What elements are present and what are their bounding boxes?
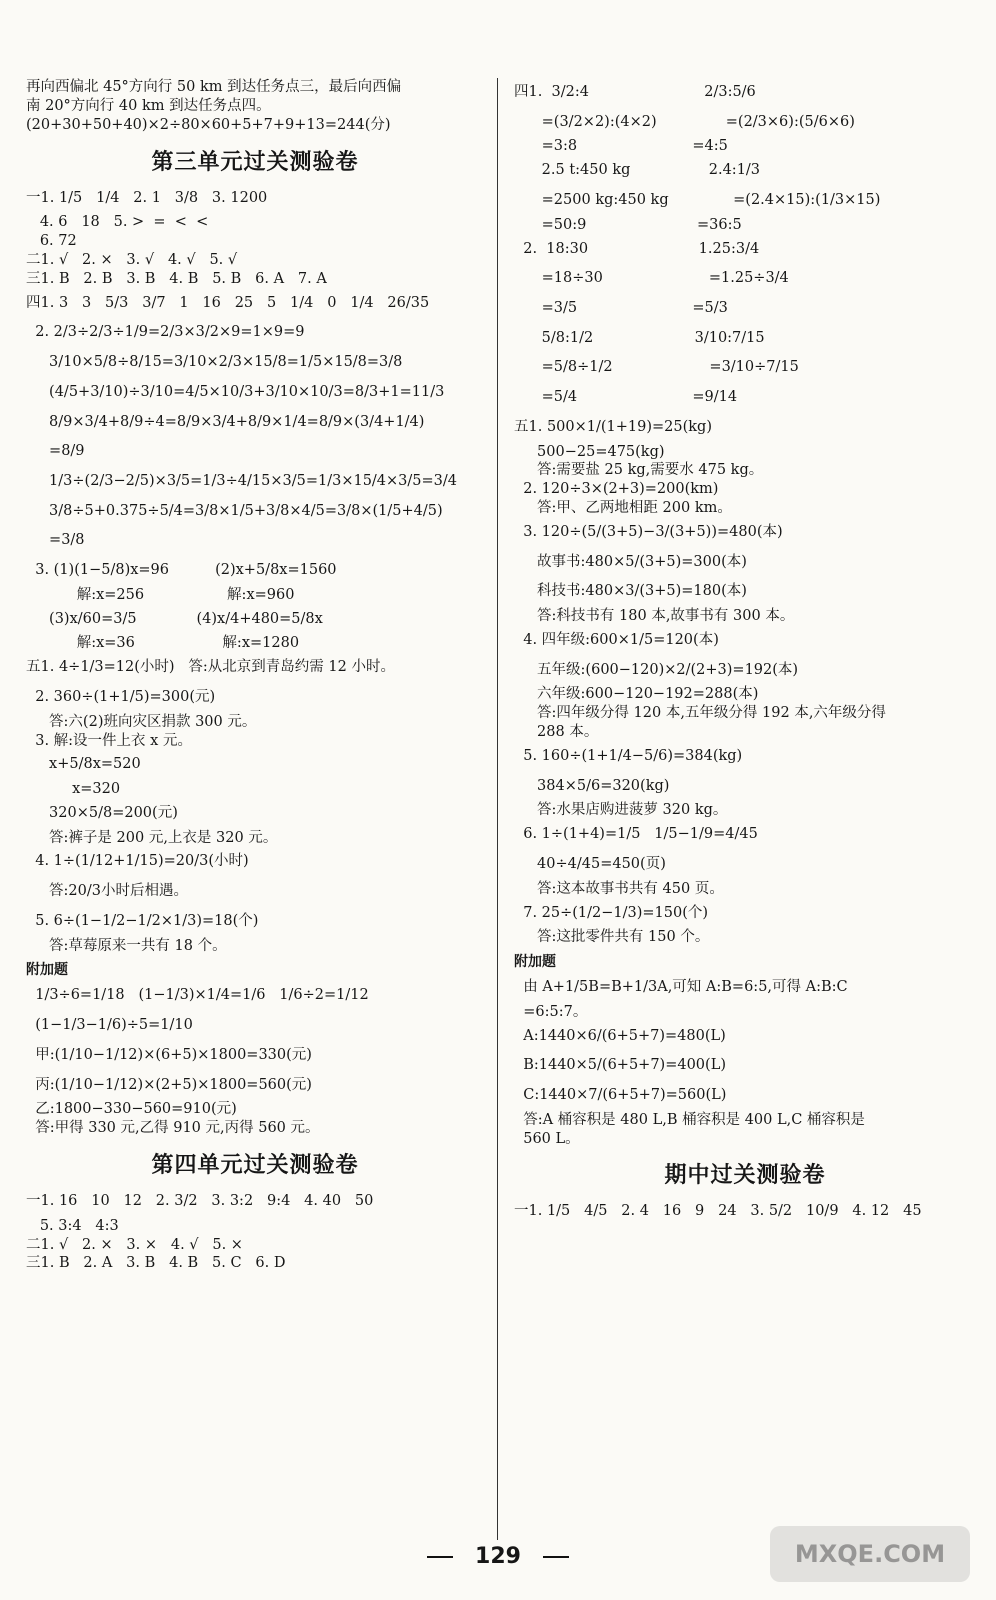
text-line: 6. 1÷(1+4)=1/5 1/5−1/9=4/45	[514, 826, 758, 843]
text-line: 288 本。	[514, 724, 599, 741]
text-line: 甲:(1/10−1/12)×(6+5)×1800=330(元)	[26, 1046, 312, 1063]
extra-label: 附加题	[26, 962, 68, 979]
text-line: 2. 18:30 1.25:3/4	[514, 240, 760, 257]
text-line: (20+30+50+40)×2÷80×60+5+7+9+13=244(分)	[26, 116, 391, 133]
unit4-part5	[514, 413, 976, 947]
text-line: 4. 1÷(1/12+1/15)=20/3(小时)	[26, 853, 249, 870]
text-line: 3/10×5/8÷8/15=3/10×2/3×15/8=1/5×15/8=3/8	[26, 354, 403, 371]
text-line: 3/8÷5+0.375÷5/4=3/8×1/5+3/8×4/5=3/8×(1/5+4/5)	[26, 502, 443, 519]
text-line: 五1. 4÷1/3=12(小时) 答:从北京到青岛约需 12 小时。	[26, 659, 395, 676]
text-line: (3)x/60=3/5 (4)x/4+480=5/8x	[26, 610, 323, 627]
text-line: 答:20/3小时后相遇。	[26, 883, 188, 900]
text-line: 500−25=475(kg)	[514, 443, 665, 460]
text-line: 四1. 3/2:4 2/3:5/6	[514, 84, 756, 100]
text-line: 解:x=36 解:x=1280	[26, 635, 300, 652]
extra-label: 附加题	[514, 954, 556, 971]
text-line: 5. 6÷(1−1/2−1/2×1/3)=18(个)	[26, 912, 259, 929]
text-line: 南 20°方向行 40 km 到达任务点四。	[26, 97, 271, 114]
text-line: 二1. √ 2. × 3. × 4. √ 5. ×	[26, 1236, 243, 1253]
text-line: 故事书:480×5/(3+5)=300(本)	[514, 553, 747, 570]
text-line: 6. 72	[26, 233, 77, 250]
text-line: (1−1/3−1/6)÷5=1/10	[26, 1017, 193, 1034]
text-line: 由 A+1/5B=B+1/3A,可知 A:B=6:5,可得 A:B:C	[514, 979, 848, 996]
unit3-part1	[26, 184, 484, 251]
text-line: 答:草莓原来一共有 18 个。	[26, 937, 227, 954]
text-line: =5/4 =9/14	[514, 389, 738, 406]
text-line: =18÷30 =1.25÷3/4	[514, 270, 789, 287]
unit4-extra	[514, 973, 976, 1148]
text-line: 科技书:480×3/(3+5)=180(本)	[514, 583, 747, 600]
text-line: 解:x=256 解:x=960	[26, 586, 295, 603]
text-line: 384×5/6=320(kg)	[514, 777, 670, 794]
text-line: 1/3÷6=1/18 (1−1/3)×1/4=1/6 1/6÷2=1/12	[26, 987, 369, 1004]
left-column	[26, 78, 484, 1542]
text-line: 2. 360÷(1+1/5)=300(元)	[26, 688, 216, 705]
text-line: 1/3÷(2/3−2/5)×3/5=1/3÷4/15×3/5=1/3×15/4×3/5=3/4	[26, 472, 457, 489]
text-line: 乙:1800−330−560=910(元)	[26, 1101, 237, 1118]
text-line: =3:8 =4:5	[514, 138, 728, 155]
watermark-logo: MXQE.COM	[770, 1526, 970, 1582]
text-line: 三1. B 2. A 3. B 4. B 5. C 6. D	[26, 1255, 286, 1272]
text-line: 答:甲得 330 元,乙得 910 元,丙得 560 元。	[26, 1120, 320, 1137]
unit3-extra	[26, 981, 484, 1138]
text-line: =3/5 =5/3	[514, 300, 728, 316]
unit4-answers	[26, 1187, 484, 1273]
text-line: =6:5:7。	[514, 1003, 588, 1020]
text-line: 3. (1)(1−5/8)x=96 (2)x+5/8x=1560	[26, 562, 337, 579]
text-line: B:1440×5/(6+5+7)=400(L)	[514, 1057, 726, 1074]
text-line: 答:需要盐 25 kg,需要水 475 kg。	[514, 462, 764, 479]
footer-dash-right	[543, 1556, 569, 1558]
text-line: =8/9	[26, 443, 85, 460]
text-line: 560 L。	[514, 1130, 580, 1147]
text-line: 答:甲、乙两地相距 200 km。	[514, 500, 732, 517]
text-line: 2. 2/3÷2/3÷1/9=2/3×3/2×9=1×9=9	[26, 324, 305, 341]
text-line: 答:裤子是 200 元,上衣是 320 元。	[26, 829, 278, 846]
column-divider	[497, 78, 498, 1540]
text-line: 答:科技书有 180 本,故事书有 300 本。	[514, 608, 795, 625]
text-line: 8/9×3/4+8/9÷4=8/9×3/4+8/9×1/4=8/9×(3/4+1/4)	[26, 413, 425, 430]
text-line: 一1. 1/5 1/4 2. 1 3/8 3. 1200	[26, 189, 268, 206]
text-line: 5/8:1/2 3/10:7/15	[514, 329, 765, 346]
unit3-part3: 三1. B 2. B 3. B 4. B 5. B 6. A 7. A	[26, 270, 327, 287]
section-title-unit4: 第四单元过关测验卷	[151, 1153, 359, 1179]
text-line: 3. 解:设一件上衣 x 元。	[26, 732, 192, 749]
text-line: 3. 120÷(5/(3+5)−3/(3+5))=480(本)	[514, 523, 783, 540]
text-line: x=320	[26, 781, 121, 798]
text-line: 5. 160÷(1+1/4−5/6)=384(kg)	[514, 747, 743, 764]
text-line: 4. 四年级:600×1/5=120(本)	[514, 631, 719, 648]
text-line: 答:A 桶容积是 480 L,B 桶容积是 400 L,C 桶容积是	[514, 1111, 865, 1128]
text-line: 4. 6 18 5. > = < <	[26, 214, 209, 231]
text-line: 答:这批零件共有 150 个。	[514, 929, 710, 946]
unit3-part2: 二1. √ 2. × 3. √ 4. √ 5. √	[26, 251, 238, 268]
text-line: =5/8÷1/2 =3/10÷7/15	[514, 359, 799, 376]
text-line: 2.5 t:450 kg 2.4:1/3	[514, 162, 761, 179]
section-title-unit3: 第三单元过关测验卷	[151, 149, 359, 175]
text-line: A:1440×6/(6+5+7)=480(L)	[514, 1027, 726, 1044]
text-line: 丙:(1/10−1/12)×(2+5)×1800=560(元)	[26, 1076, 312, 1093]
unit4-part4	[514, 78, 976, 413]
text-line: x+5/8x=520	[26, 756, 141, 773]
text-line: =3/8	[26, 532, 85, 549]
text-line: 一1. 16 10 12 2. 3/2 3. 3:2 9:4 4. 40 50	[26, 1193, 374, 1210]
text-line: 答:六(2)班向灾区捐款 300 元。	[26, 713, 257, 730]
footer-dash-left	[427, 1556, 453, 1558]
text-line: 四1. 3 3 5/3 3/7 1 16 25 5 1/4 0 1/4 26/35	[26, 294, 430, 311]
text-line: 答:水果店购进菠萝 320 kg。	[514, 802, 728, 819]
text-line: =2500 kg:450 kg =(2.4×15):(1/3×15)	[514, 192, 881, 208]
unit3-part5	[26, 653, 484, 955]
text-line: 7. 25÷(1/2−1/3)=150(个)	[514, 904, 709, 921]
page-number: 129	[475, 1544, 521, 1569]
text-line: 再向西偏北 45°方向行 50 km 到达任务点三，最后向西偏	[26, 79, 402, 95]
unit3-part4	[26, 289, 484, 654]
text-line: 320×5/8=200(元)	[26, 804, 178, 821]
text-line: 六年级:600−120−192=288(本)	[514, 686, 759, 703]
text-line: 2. 120÷3×(2+3)=200(km)	[514, 481, 719, 498]
text-line: 5. 3:4 4:3	[26, 1217, 119, 1234]
text-line: C:1440×7/(6+5+7)=560(L)	[514, 1087, 727, 1104]
right-column	[514, 78, 976, 1542]
text-line: (4/5+3/10)÷3/10=4/5×10/3+3/10×10/3=8/3+1=11/3	[26, 383, 445, 400]
text-line: 五1. 500×1/(1+19)=25(kg)	[514, 418, 713, 435]
intro-block	[26, 78, 484, 135]
text-line: =50:9 =36:5	[514, 216, 742, 233]
text-line: 一1. 1/5 4/5 2. 4 16 9 24 3. 5/2 10/9 4. 12 45	[514, 1203, 922, 1220]
text-line: 五年级:(600−120)×2/(2+3)=192(本)	[514, 661, 799, 678]
section-title-midterm: 期中过关测验卷	[664, 1163, 826, 1189]
text-line: 40÷4/45=450(页)	[514, 855, 666, 872]
text-line: 答:四年级分得 120 本,五年级分得 192 本,六年级分得	[514, 705, 886, 722]
text-line: =(3/2×2):(4×2) =(2/3×6):(5/6×6)	[514, 113, 855, 130]
midterm-answers	[514, 1197, 976, 1227]
text-line: 答:这本故事书共有 450 页。	[514, 880, 724, 897]
